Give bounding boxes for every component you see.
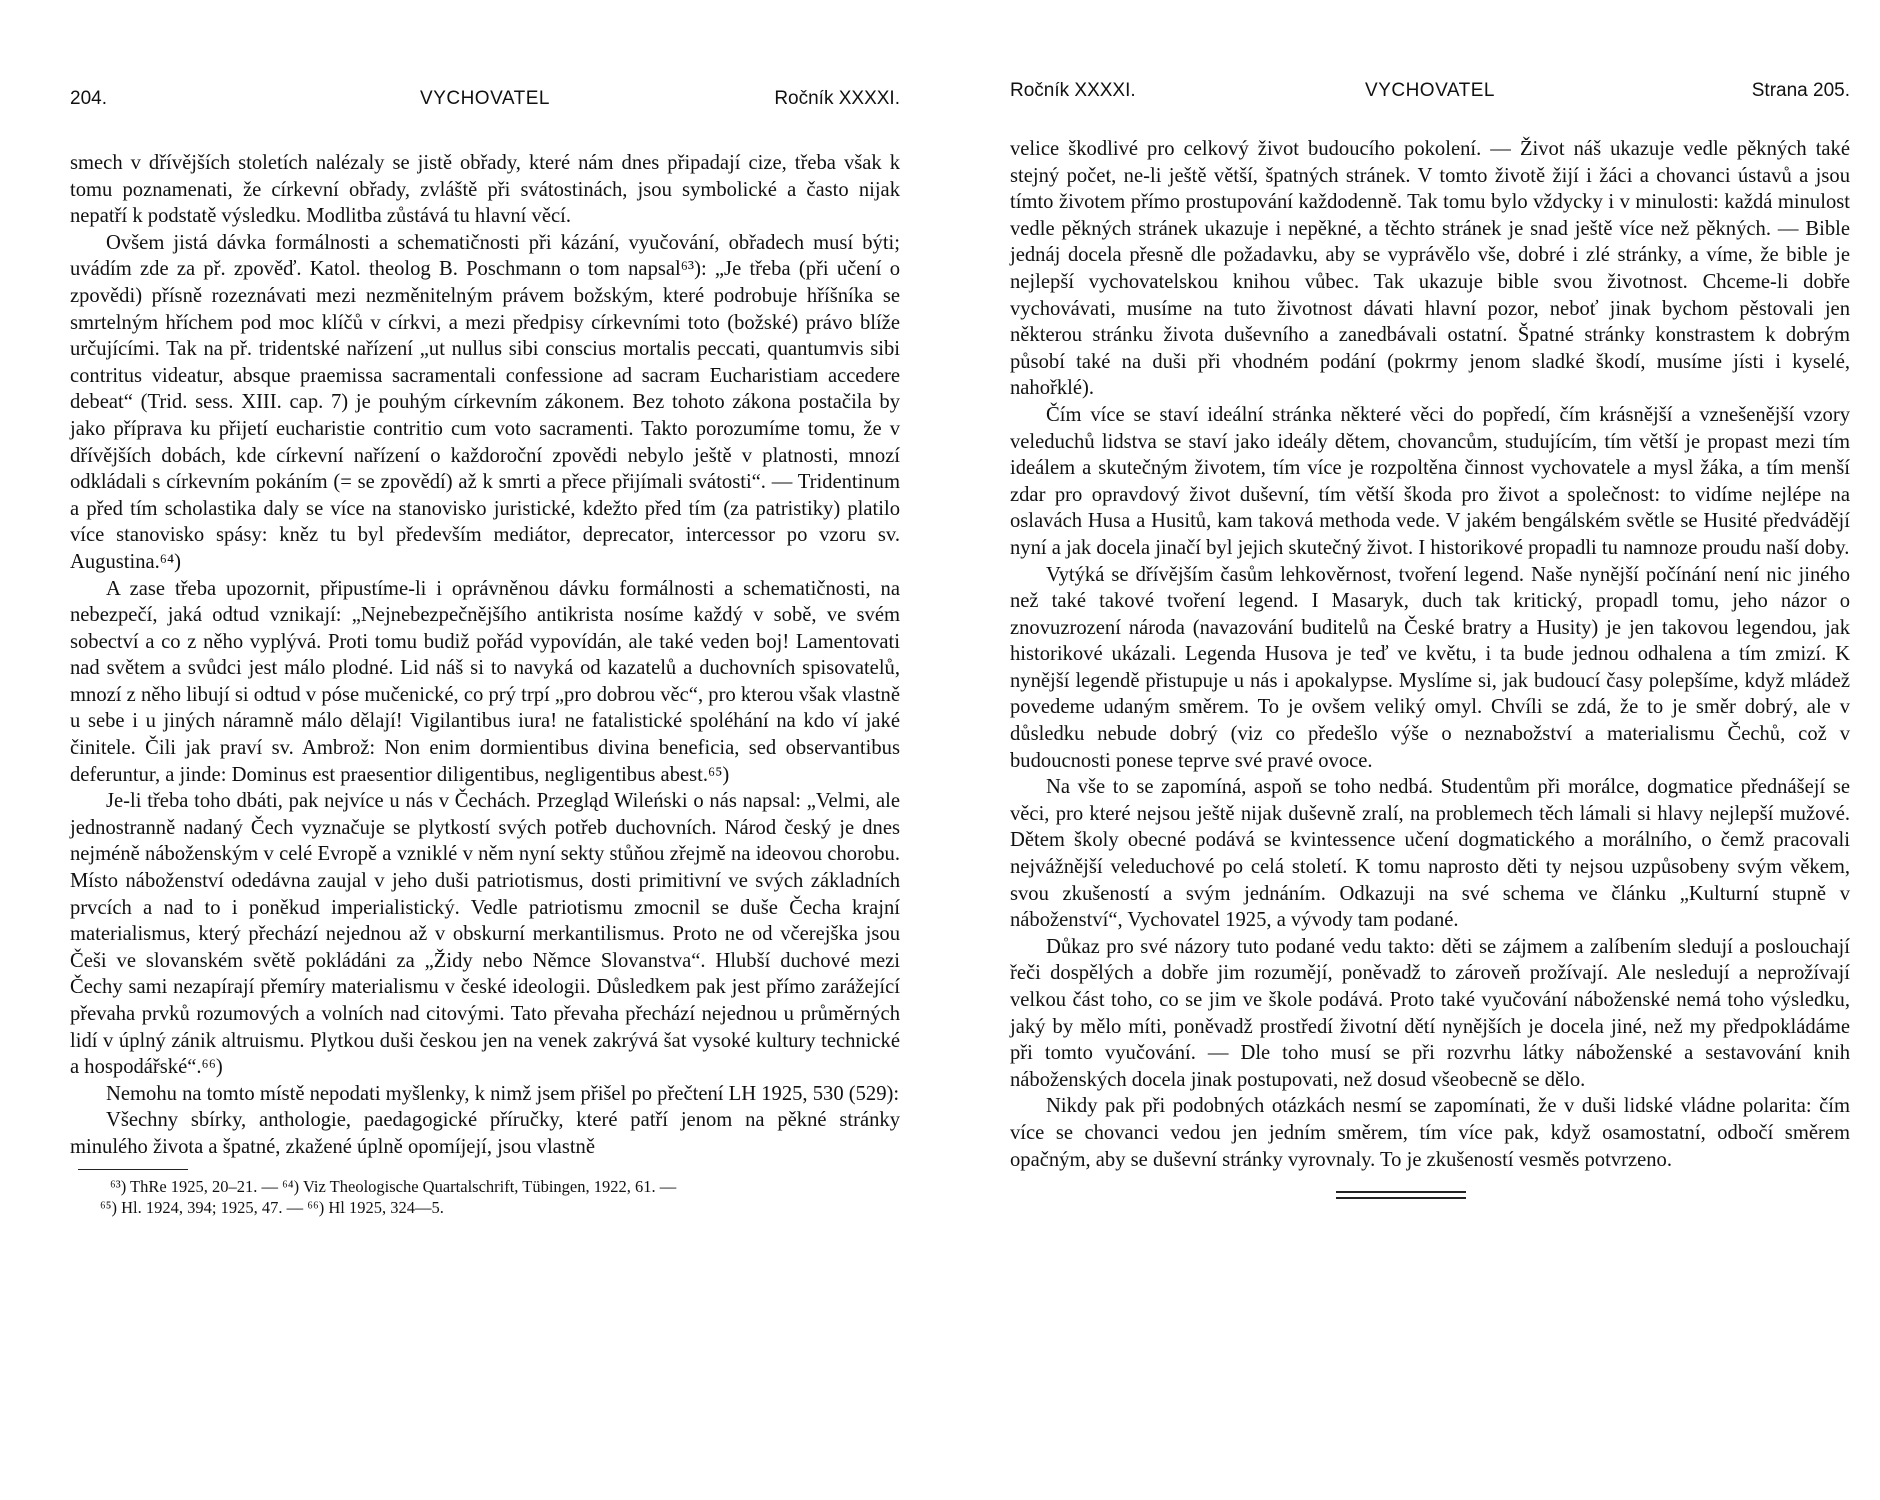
footnotes [70, 1176, 900, 1218]
left-volume: Ročník XXXXI. [774, 88, 900, 109]
paragraph: smech v dřívějších stoletích nalézaly se jistě obřady, které nám dnes připadají cize, třeba však k tomu poznamenati, že církevní obřady, zvláště při svátostinách, jsou symbolické a často nijak nepatří k podstatě výsledku. Modlitba zůstává tu hlavní věcí. [70, 152, 900, 228]
right-body-text [1010, 136, 1850, 1173]
paragraph: Ovšem jistá dávka formálnosti a schematičnosti při kázání, vyučování, obřadech musí býti; uvádím zde za př. zpověď. Katol. theolog B. Poschmann o tom napsal⁶³): „Je třeba (při učení o zpovědi) přísně rozeznávati mezi nezměnitelným právem božským, které podrobuje hříšníka se smrtelným hříchem pod moc klíčů v církvi, a mezi předpisy církevními toto (božské) právo blíže určujícími. Tak na př. tridentské nařízení „ut nullus sibi conscius mortalis peccati, quantumvis sibi contritus videatur, absque praemissa sacramentali confessione ad sacram Eucharistiam accedere debeat“ (Trid. sess. XIII. cap. 7) je pouhým církevním zákonem. Bez tohoto zákona postačila by jako příprava ku přijetí eucharistie contritio cum voto sacramenti. Takto porozumíme tomu, že v dřívějších dobách, kde církevní nařízení o každoroční zpovědi nebylo ještě v platnosti, mnozí odkládali s církevním pokáním (= se zpovědí) až k smrti a přece přijímali svátosti“. — Tridentinum a před tím scholastika daly se více na stanovisko juristické, kdežto před tím (za patristiky) platilo více stanovisko spásy: kněz tu byl především mediátor, deprecator, intercessor po vzoru sv. Augustina.⁶⁴) [70, 231, 900, 573]
section-end-rule [1336, 1191, 1466, 1203]
right-journal-title: VYCHOVATEL [1365, 80, 1495, 101]
paragraph: Všechny sbírky, anthologie, paedagogické příručky, které patří jenom na pěkné stránky minulého života a špatné, zkažené úplně opomíjejí, jsou vlastně [70, 1109, 900, 1158]
end-rule-line [1336, 1197, 1466, 1203]
paragraph: Důkaz pro své názory tuto podané vedu takto: děti se zájmem a zalíbením sledují a poslouchají řeči dospělých a dobře jim rozumějí, poněvadž to zároveň prožívají. Ale nesledují a neprožívají velkou část toho, co se jim ve škole podává. Proto také vyučování náboženské nemá toho výsledku, jaký by mělo míti, poněvadž prostředí životní dětí nynějších je docela jiné, než my předpokládáme při tomto vyučování. — Dle toho musí se při rozvrhu látky náboženské a sestavování knih náboženských docela jinak postupovati, než dosud všeobecně se dělo. [1010, 935, 1850, 1091]
paragraph: Je-li třeba toho dbáti, pak nejvíce u nás v Čechách. Przegląd Wileński o nás napsal: „Velmi, ale jednostranně nadaný Čech vyznačuje se plytkostí svých potřeb duchovních. Národ český je dnes nejméně náboženským v celé Evropě a vzniklé v něm nyní sekty stůňou zřejmě na ideovou chorobu. Místo náboženství odedávna zaujal v jeho duši patriotismus, dosti primitivní ve svých základních prvcích a nad to i poněkud imperialistický. Vedle patriotismu zmocnil se duše Čecha krajní materialismus, který přechází nejednou až v obskurní merkantilismus. Proto ne od včerejška jsou Češi ve slovanském světě pokládáni za „Židy nebo Němce Slovanstva“. Hlubší duchové mezi Čechy sami nezapírají přemíry materialismu v české ideologii. Důsledkem pak jest přímo zarážející převaha prvků rozumových a volních nad citovými. Tato převaha přechází nejednou u průměrných lidí v úplný zánik altruismu. Plytkou duši českou jen na venek zakrývá šat vysoké kultury technické a hospodářské“.⁶⁶) [70, 790, 900, 1079]
paragraph: Nemohu na tomto místě nepodati myšlenky, k nimž jsem přišel po přečtení LH 1925, 530 (529): [106, 1082, 900, 1105]
right-page-number: Strana 205. [1751, 80, 1850, 101]
paragraph: Čím více se staví ideální stránka některé věci do popředí, čím krásnější a vznešenější vzory veleduchů lidstva se staví jako ideály dětem, chovancům, studujícím, tím větší je propast mezi tím ideálem a skutečným životem, tím více je rozpoltěna činnost vychovatele a mysl žáka, a tím menší zdar pro opravdový život duševní, tím větší škoda pro život a společnost: to vidíme nejlépe na oslavách Husa a Husitů, kam taková methoda vede. V jakém bengálském světle se Husité předvádějí nyní a jak docela jinačí byl jejich skutečný život. I historikové propadli tu namnoze proudu naší doby. [1010, 403, 1850, 559]
right-page [940, 0, 1880, 1500]
paragraph: Vytýká se dřívějším časům lehkověrnost, tvoření legend. Naše nynější počínání není nic jiného než také takové tvoření legend. I Masaryk, duch tak kritický, propadl tomu, jeho názor o znovuzrození národa (navazování buditelů na České bratry a Husity) je jen takovou legendou, jak historikové ukázali. Legenda Husova je teď ve květu, i ta bude jednou odhalena a tím zmizí. K nynější legendě přistupuje u nás i apokalypse. Myslíme si, jak budoucí časy polepšíme, když mládež povedeme udaným směrem. To je ovšem veliký omyl. Chvíli se zdá, že to je směr dobrý, ale v důsledku nebude dobrý (viz co předešlo výše o neznabožství a materialismu Čechů, což v budoucnosti ponese teprve své pravé ovoce. [1010, 563, 1850, 772]
right-volume: Ročník XXXXI. [1010, 80, 1136, 101]
left-page-header [70, 88, 900, 128]
left-page-number: 204. [70, 88, 107, 109]
paragraph: Na vše to se zapomíná, aspoň se toho nedbá. Studentům při morálce, dogmatice přednášejí se věci, pro které nejsou ještě nijak duševně zralí, na problemech těch lámali si hlavy nejlepší mužové. Dětem školy obecné podává se kvintessence učení dogmatického a morálního, o čemž pracovali nejvážnější veleduchové po celá století. K tomu naprosto děti ty nejsou uzpůsobeny svým věkem, svou zkušeností a svým jednáním. Odkazuji na své schema ve článku „Kulturní stupně v náboženství“, Vychovatel 1925, a vývody tam podané. [1010, 776, 1850, 932]
left-body-text [70, 150, 900, 1161]
footnote-line: ⁶⁵) Hl. 1924, 394; 1925, 47. — ⁶⁶) Hl 1925, 324—5. [100, 1197, 444, 1217]
left-journal-title: VYCHOVATEL [420, 88, 550, 109]
footnote-rule [78, 1169, 188, 1170]
paragraph: velice škodlivé pro celkový život budoucího pokolení. — Život náš ukazuje vedle pěkných také stejný počet, ne-li ještě větší, špatných stránek. V tomto životě žijí i žáci a chovanci ústavů a jsou tímto životem přímo prostupování každodenně. Tak tomu bylo vždycky i v minulosti: každá minulost vedle pěkných stránek ukazuje i nepěkné, a těchto stránek je snad ještě více než pěkných. — Bible jednáj docela přesně dle požadavku, aby se vyprávělo vše, dobré i zlé stránky, a víme, že bible je nejlepší vychovatelskou knihou vůbec. Tak ukazuje bible svou životnost. Chceme-li dobře vychovávati, musíme na tuto životnost dávati hlavní pozor, neboť jinak bychom pěstovali jen některou stránku života duševního a zanedbávali ostatní. Špatné stránky konstrastem k dobrým působí také na duši při vhodném podání (pokrmy jenom sladké škodí, musíme jísti i kyselé, nahořklé). [1010, 138, 1850, 400]
paragraph: A zase třeba upozornit, připustíme-li i oprávněnou dávku formálnosti a schematičnosti, na nebezpečí, jaká odtud vznikají: „Nejnebezpečnějšího antikrista nosíme každý v sobě, ve svém sobectví a co z něho vyplývá. Proti tomu budiž pořád vypovídán, ale také veden boj! Lamentovati nad světem a svůdci jest málo plodné. Lid náš si to navyká od kazatelů a duchovních spisovatelů, mnozí z něho libují si odtud v póse mučenické, co prý trpí „pro dobrou věc“, pro kterou však vlastně u sebe i u jiných náramně málo dělají! Vigilantibus iura! ne fatalistické spoléhání na kdo ví jaké činitele. Čili jak praví sv. Ambrož: Non enim dormientibus divina beneficia, sed observantibus deferuntur, a jinde: Dominus est praesentior diligentibus, negligentibus abest.⁶⁵) [70, 577, 900, 786]
right-page-header [1010, 80, 1850, 120]
paragraph: Nikdy pak při podobných otázkách nesmí se zapomínati, že v duši lidské vládne polarita: čím více se chovanci vedou jen jedním směrem, tím více pak, když osamostatní, odbočí směrem opačným, aby se duševní stránky vyrovnaly. To je zkušeností vesměs potvrzeno. [1010, 1095, 1850, 1171]
footnote-line: ⁶³) ThRe 1925, 20–21. — ⁶⁴) Viz Theologische Quartalschrift, Tübingen, 1922, 61. — [110, 1176, 677, 1196]
